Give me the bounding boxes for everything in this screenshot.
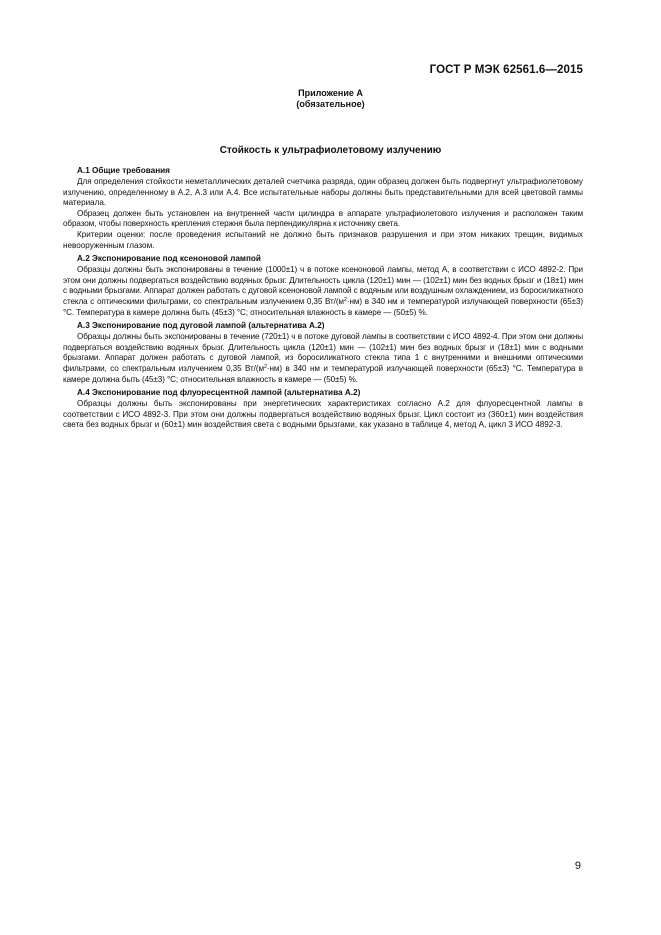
paragraph: Критерии оценки: после проведения испытаний не должно быть признаков разрушения и при этом никаких трещин, видимых невооруженным глазом.	[63, 229, 583, 250]
paragraph: Образцы должны быть экспонированы при энергетических характеристиках согласно А.2 для флуоресцентной лампы в соответствии с ИСО 4892-3. При этом они должны подвергаться воздействию водяных брызг. Цикл состоит из (360±1) мин воздействия света без водных брызг и (60±1) мин воздействия света с водными брызгами, как указано в таблице 4, метод А, цикл 3 ИСО 4892-3.	[63, 399, 583, 430]
paragraph-text: Образцы должны быть экспонированы в течение (1000±1) ч в потоке ксеноновой лампы, метод А, в соответствии с ИСО 4892-2. При этом они должны подвергаться воздействию водяных брызг. Длительность цикла (120±1) мин — (102±1) мин без водных брызг и (18±1) мин с водными брызгами. Аппарат должен работать с дуговой ксеноновой лампой с водяным или воздушным охлаждением, из боросиликатного стекла с оптическими фильтрами, со спектральным излучением 0,35 Вт/(м	[63, 265, 583, 306]
page-number: 9	[574, 860, 581, 872]
appendix-body	[63, 163, 583, 431]
paragraph	[63, 332, 583, 385]
appendix-label: Приложение А	[298, 88, 363, 98]
appendix-status: (обязательное)	[296, 99, 365, 109]
section-heading: А.2 Экспонирование под ксеноновой лампой	[77, 254, 261, 264]
superscript: 2	[263, 363, 267, 370]
section-heading: А.4 Экспонирование под флуоресцентной лампой (альтернатива А.2)	[77, 388, 361, 398]
section-heading: А.1 Общие требования	[77, 166, 170, 175]
paragraph-text: ·нм) в 340 нм и температурой излучающей поверхности (65±3) °С. Температура в камере должна быть (45±3) °С; относительная влажность в камере — (50±5) %.	[63, 363, 583, 384]
paragraph	[63, 265, 583, 318]
paragraph: Образец должен быть установлен на внутренней части цилиндра в аппарате ультрафиолетового излучения и расположен таким образом, чтобы поверхность крепления стержня была перпендикулярна к источнику света.	[63, 208, 583, 229]
paragraph-text: ·нм) в 340 нм и температурой излучающей поверхности (65±3) °С. Температура в камере должна быть (45±3) °С; относительная влажность в камере — (50±5) %.	[63, 296, 583, 317]
document-code-header: ГОСТ Р МЭК 62561.6—2015	[429, 64, 583, 76]
section-heading: А.3 Экспонирование под дуговой лампой (альтернатива А.2)	[77, 321, 325, 331]
appendix-title: Стойкость к ультрафиолетовому излучению	[219, 145, 442, 156]
paragraph-text: Образцы должны быть экспонированы в течение (720±1) ч в потоке дуговой лампы в соответствии с ИСО 4892-4. При этом они должны подвергаться воздействию водяных брызг. Длительность цикла (120±1) мин — (102±1) мин без водных брызг и (18±1) мин с водными брызгами. Аппарат должен работать с дуговой лампой, из боросиликатного стекла типа 1 с внутренними и внешними оптическими фильтрами, со спектральным излучением 0,35 Вт/(м	[63, 332, 583, 373]
superscript: 2	[343, 296, 347, 303]
paragraph: Для определения стойкости неметаллических деталей счетчика разряда, один образец должен быть подвергнут ультрафиолетовому излучению, определенному в А.2, А.3 или А.4. Все испытательные наборы должны быть представительными для всей цветовой гаммы материала.	[63, 177, 583, 208]
appendix-heading	[0, 88, 661, 110]
